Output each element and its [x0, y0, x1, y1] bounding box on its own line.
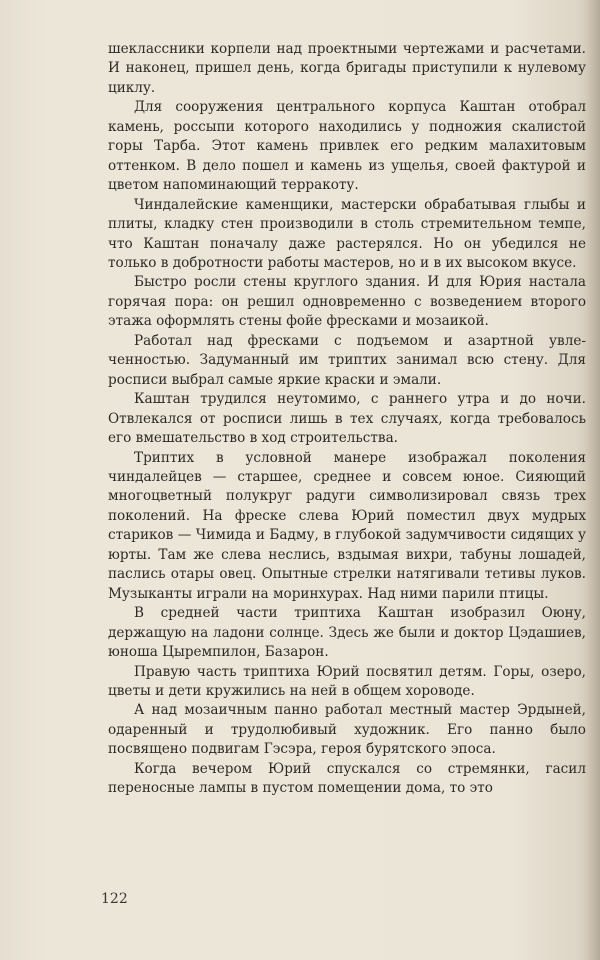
paragraph-2: Для сооружения центрального корпуса Каштан отобрал камень, россыпи которого находились у подножия скалистой горы Тарба. Этот камень привлек его редким малахитовым оттенком. В дело пошел и камень из ущелья, своей фактурой и цветом напоминающий терракоту.	[108, 99, 586, 194]
paragraph-5: Работал над фресками с подъемом и азартной увлеченностью. Задуманный им триптих занимал всю стену. Для росписи выбрал самые яркие краски и эмали.	[108, 332, 586, 388]
paragraph-4: Быстро росли стены круглого здания. И для Юрия настала горячая пора: он решил одновременно с возведением второго этажа оформлять стены фойе фресками и мозаикой.	[108, 274, 586, 330]
page-number: 122	[101, 891, 128, 907]
paragraph-6: Каштан трудился неутомимо, с раннего утра и до ночи. Отвлекался от росписи лишь в тех случаях, когда требовалось его вмешательство в ход строительства.	[108, 391, 586, 447]
paragraph-7: Триптих в условной манере изображал поколения чиндалейцев — старшее, среднее и совсем юное. Сияющий многоцветный полукруг радуги символизировал связь трех поколений. На фреске слева Юрий поместил двух мудрых стариков — Чимида и Бадму, в глубокой задумчивости сидящих у юрты. Там же слева неслись, вздымая вихри, табуны лошадей, паслись отары овец. Опытные стрелки натягивали тетивы луков. Музыканты играли на моринхурах. Над ними парили птицы.	[108, 449, 586, 602]
paragraph-3: Чиндалейские каменщики, мастерски обрабатывая глыбы и плиты, кладку стен производили в столь стремительном темпе, что Каштан поначалу даже растерялся. Но он убедился не только в добротности работы мастеров, но и в их высоком вкусе.	[108, 196, 586, 271]
paragraph-9: Правую часть триптиха Юрий посвятил детям. Горы, озеро, цветы и дети кружились на ней в общем хороводе.	[108, 663, 586, 699]
page-edge-shadow	[586, 0, 600, 960]
paragraph-10: А над мозаичным панно работал местный мастер Эрдыней, одаренный и трудолюбивый художник. Его панно было посвящено подвигам Гэсэра, героя бурятского эпоса.	[108, 702, 586, 758]
paragraph-1: шеклассники корпели над проектными чертежами и расчетами. И наконец, пришел день, когда бригады приступили к нулевому циклу.	[108, 41, 586, 96]
paragraph-8: В средней части триптиха Каштан изобразил Оюну, держащую на ладони солнце. Здесь же были и доктор Цэдашиев, юноша Цыремпилон, Базарон.	[108, 605, 586, 661]
body-text	[108, 40, 586, 799]
paragraph-11: Когда вечером Юрий спускался со стремянки, гасил переносные лампы в пустом помещении дома, то это	[108, 760, 586, 797]
